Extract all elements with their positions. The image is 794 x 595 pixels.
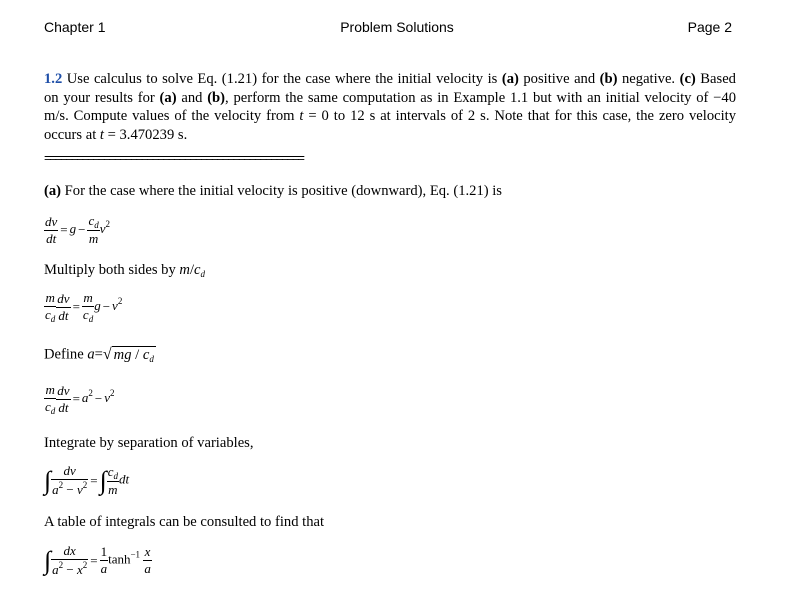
step-integrate: Integrate by separation of variables, — [44, 435, 254, 451]
part-a-heading: (a) — [44, 183, 62, 199]
fraction: $\frac{m}{c_d}$ — [82, 290, 94, 324]
problem-text: Use calculus to solve Eq. (1.21) for the case where the initial velocity is — [62, 71, 502, 87]
fraction: $\frac{dv}{a^2 - v^2}$ — [52, 463, 88, 497]
chapter-label: Chapter 1 — [44, 19, 106, 35]
separator-line: ================================================ — [44, 150, 303, 165]
problem-text: , perform the same computation as in Example 1.1 but with an initial velocity of −40 m/s. Compute values of the velocity from — [44, 89, 736, 124]
integral-sign: ∫ — [44, 545, 52, 575]
fraction: $\frac{dv}{dt}$ — [45, 213, 58, 246]
step-multiply: Multiply both sides by $m/c_d$ — [44, 262, 205, 279]
equation-1: $\frac{dv}{dt}$ = g − $\frac{c_d}{m}$ $v^2$ — [45, 213, 111, 246]
part-a-intro — [44, 183, 502, 200]
fraction: $\frac{m}{c_d}$ — [45, 382, 56, 416]
equation-2: $\frac{m}{c_d}$ $\frac{dv}{dt}$ = $\frac{m}{c_d}$ $g - v^2$ — [45, 290, 123, 324]
part-a-ref: (a) — [159, 89, 177, 106]
equation-4: ∫ $\frac{dv}{a^2 - v^2}$ =∫ $\frac{c_d}{m}$ dt — [44, 463, 130, 497]
integral-sign: ∫ — [44, 465, 52, 495]
problem-statement — [44, 70, 736, 144]
fraction: $\frac{c_d}{m}$ — [88, 213, 99, 246]
fraction: $\frac{dx}{a^2 - x^2}$ — [52, 543, 88, 577]
equation-5: ∫ $\frac{dx}{a^2 - x^2}$ = $\frac{1}{a}$ $\tanh^{-1}$ $\frac{x}{a}$ — [44, 543, 151, 577]
part-a-label: (a) — [501, 71, 519, 87]
fraction: $\frac{1}{a}$ — [100, 544, 108, 576]
problem-text: positive and — [518, 71, 600, 87]
integral-sign: ∫ — [99, 465, 107, 495]
problem-text: Based on your results for — [44, 71, 736, 106]
fraction: $\frac{dv}{dt}$ — [57, 290, 70, 323]
fraction: $\frac{m}{c_d}$ — [45, 290, 56, 324]
fraction: $\frac{x}{a}$ — [144, 544, 151, 576]
time-variable: t — [99, 126, 104, 143]
part-a-text: For the case where the initial velocity is positive (downward), Eq. (1.21) is — [61, 183, 502, 199]
equation-3: $\frac{m}{c_d}$ $\frac{dv}{dt}$ = $a^2 - v^2$ — [45, 382, 115, 416]
part-c-label: (c) — [679, 71, 696, 87]
fraction: $\frac{c_d}{m}$ — [107, 463, 118, 497]
problem-text: and — [176, 89, 208, 106]
square-root: √ mg / $c_d$ — [102, 346, 154, 364]
problem-text: = 0 to 12 s at intervals of 2 s. Note that for this case, the zero velocity occurs at — [44, 108, 736, 143]
document-title: Problem Solutions — [340, 19, 454, 35]
problem-number: 1.2 — [44, 71, 63, 87]
page-number: Page 2 — [687, 19, 732, 35]
step-table: A table of integrals can be consulted to find that — [44, 514, 325, 530]
problem-text: negative. — [617, 71, 680, 87]
problem-text: = 3.470239 s. — [103, 126, 188, 143]
fraction: $\frac{dv}{dt}$ — [57, 382, 70, 415]
time-variable: t — [299, 108, 304, 124]
part-b-label: (b) — [599, 71, 618, 87]
part-b-ref: (b) — [207, 89, 226, 106]
step-define: Define a=√ mg / $c_d$ — [44, 346, 154, 364]
